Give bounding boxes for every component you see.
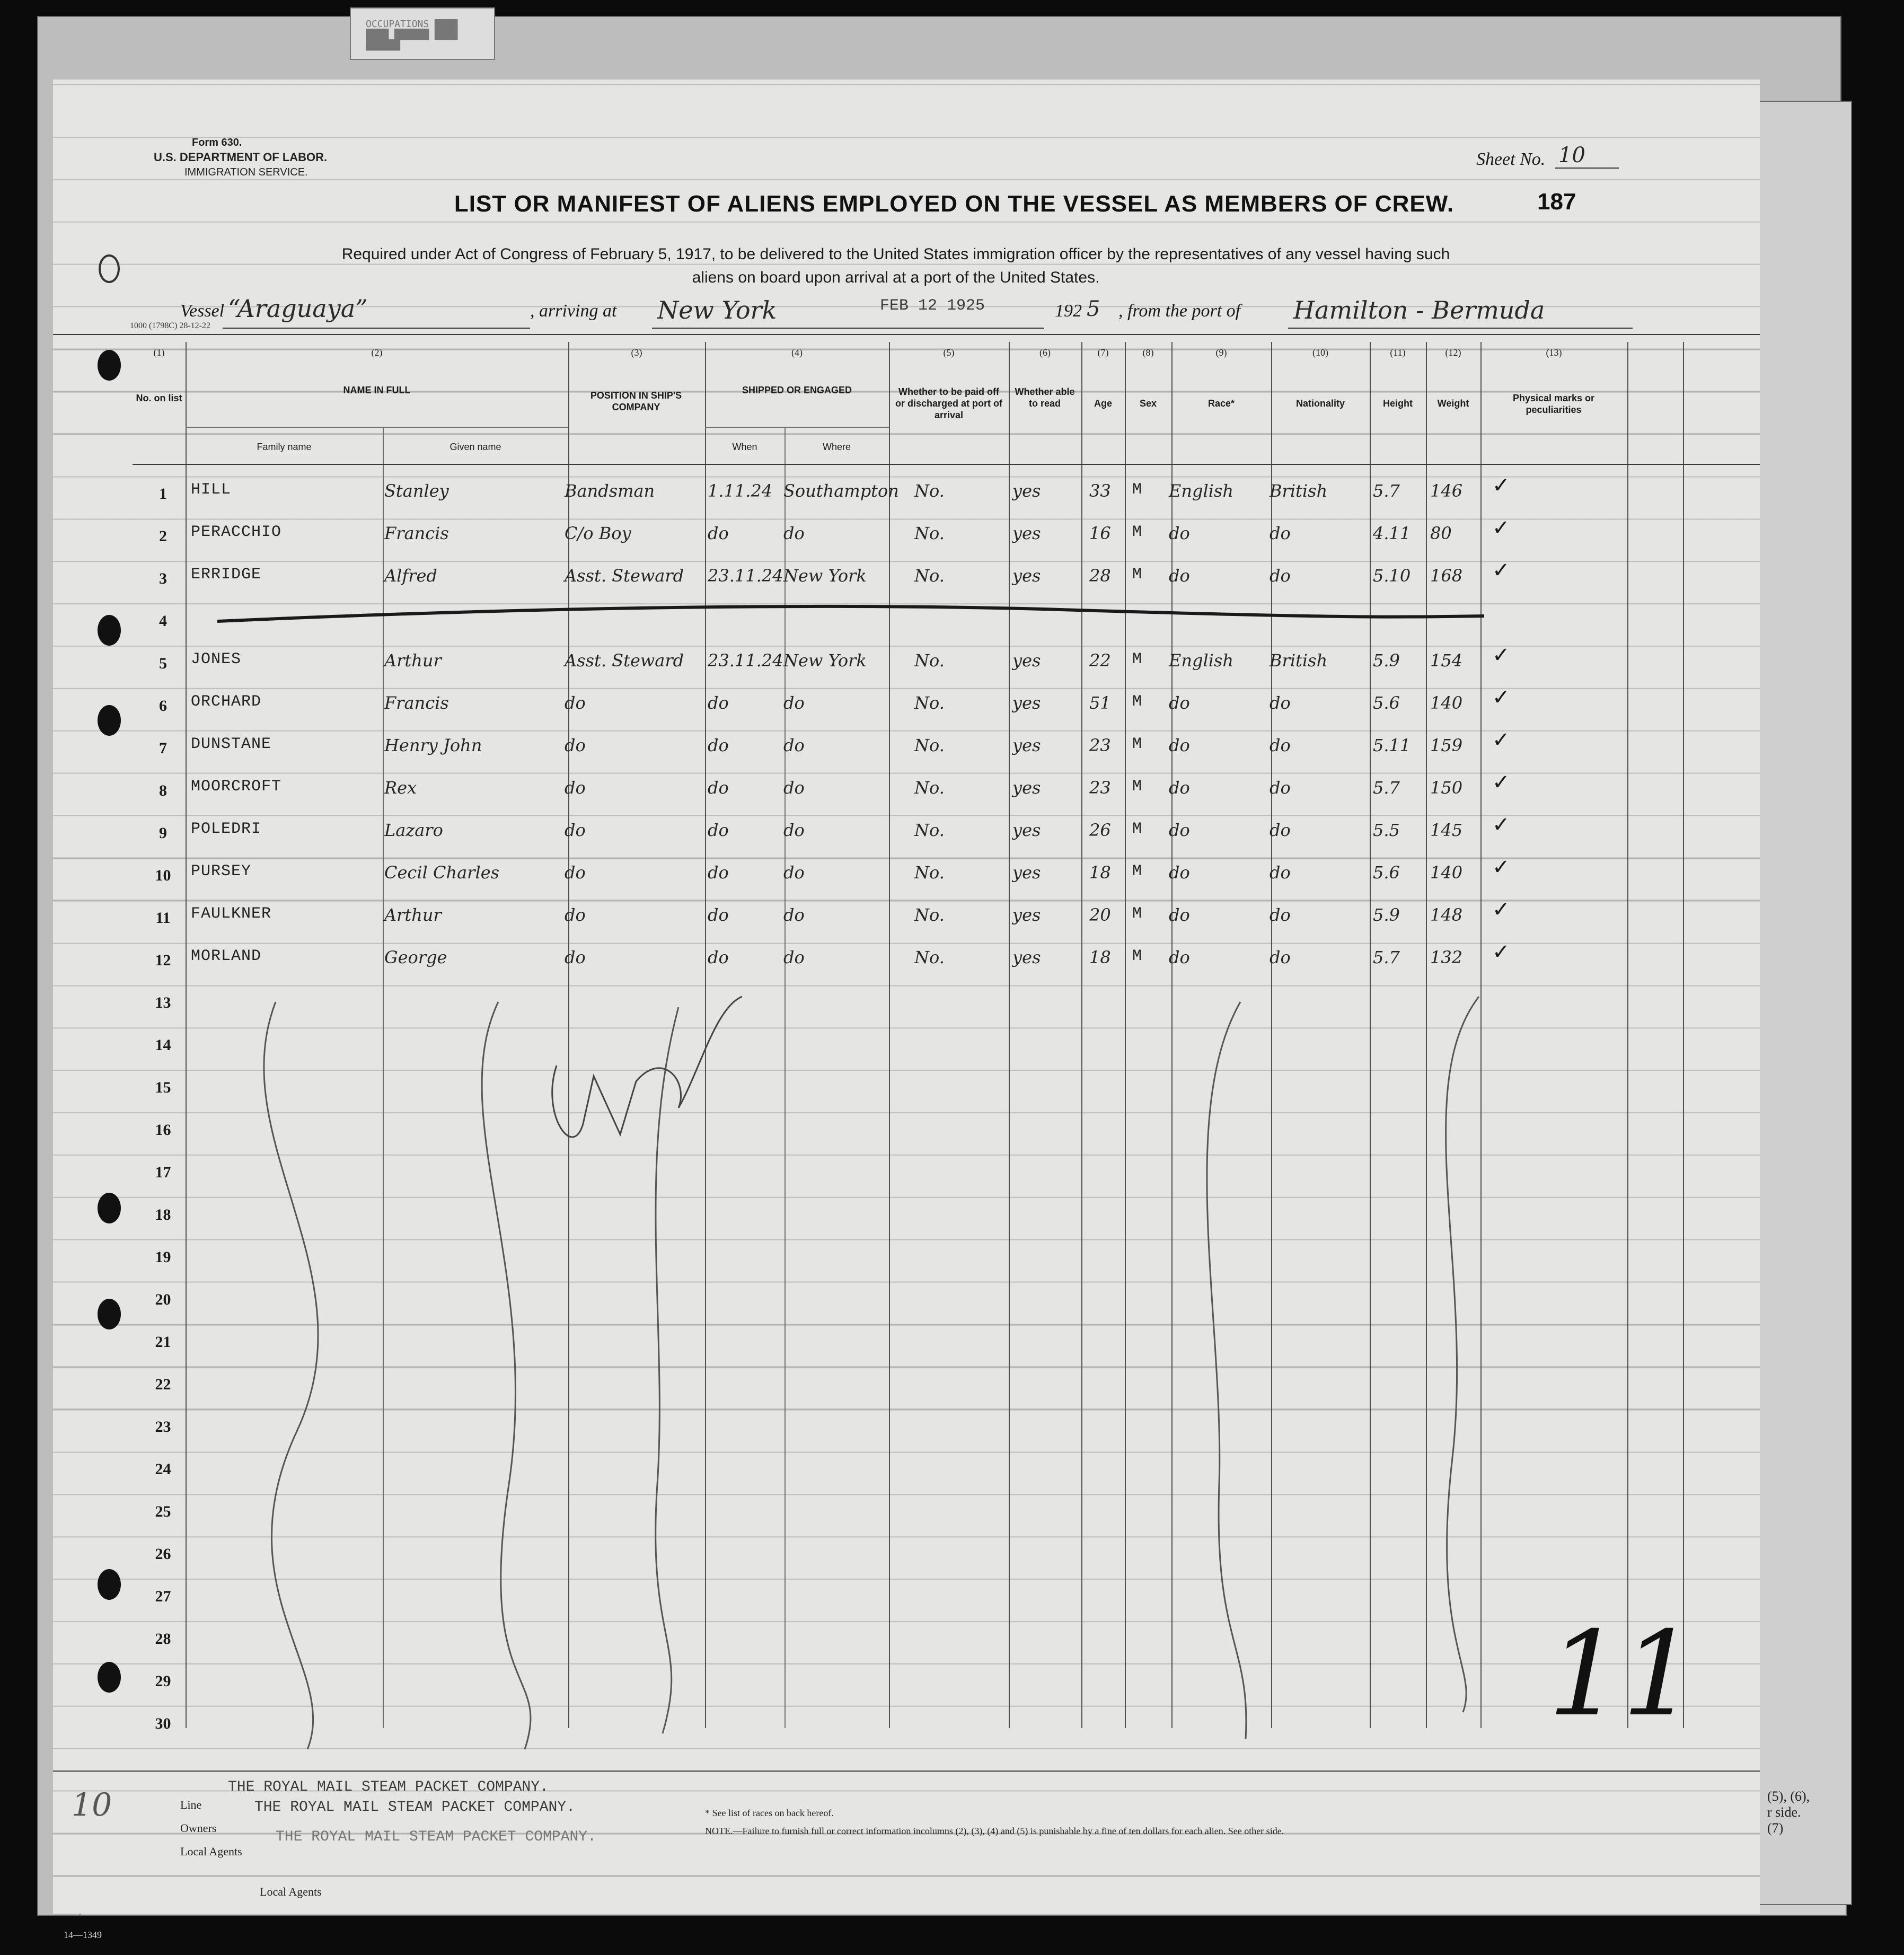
row-number: 9 (159, 824, 167, 842)
age-cell: 23 (1089, 735, 1111, 755)
shipped-where-cell: do (783, 778, 805, 798)
header-height: Height (1383, 398, 1413, 409)
physical-marks-check: ✓ (1492, 516, 1510, 540)
age-cell: 23 (1089, 778, 1111, 798)
penalty-note: NOTE.—Failure to furnish full or correct information incolumns (2), (3), (4) and (5) is punishable by a fine of ten dollars for each alien. See other side. (705, 1826, 1284, 1836)
line-label: Line (180, 1798, 202, 1811)
height-cell: 5.9 (1373, 650, 1400, 671)
given-name-cell: Arthur (384, 905, 442, 925)
row-number: 19 (155, 1248, 171, 1266)
sheet-number: 10 (1558, 143, 1585, 168)
family-name-cell: ORCHARD (191, 693, 262, 711)
ditto-line (482, 1002, 531, 1749)
height-cell: 5.6 (1373, 862, 1400, 883)
nationality-cell: do (1270, 693, 1291, 713)
arriving-port: New York (657, 296, 777, 324)
shipped-where-cell: do (783, 947, 805, 967)
nationality-cell: do (1270, 778, 1291, 798)
paid-off-cell: No. (914, 862, 945, 883)
paid-off-cell: No. (914, 820, 945, 840)
shipped-when-cell: do (708, 820, 729, 840)
company-stamp: THE ROYAL MAIL STEAM PACKET COMPANY. (228, 1779, 549, 1795)
col-num: (6) (1039, 347, 1051, 358)
header-name-in-full: NAME IN FULL (343, 385, 411, 395)
from-label: , from the port of (1118, 301, 1241, 321)
race-cell: do (1169, 820, 1190, 840)
sex-cell: M (1132, 820, 1143, 838)
family-name-cell: ERRIDGE (191, 566, 262, 584)
physical-marks-check: ✓ (1492, 685, 1510, 710)
weight-cell: 168 (1430, 566, 1463, 586)
row-number: 3 (159, 570, 167, 587)
position-cell: do (565, 947, 586, 967)
weight-cell: 150 (1430, 778, 1463, 798)
sex-cell: M (1132, 947, 1143, 965)
sex-cell: M (1132, 566, 1143, 584)
row-number: 22 (155, 1376, 171, 1393)
col-num: (3) (631, 347, 642, 358)
weight-cell: 140 (1430, 862, 1463, 883)
row-number: 8 (159, 782, 167, 799)
physical-marks-check: ✓ (1492, 940, 1510, 964)
height-cell: 5.6 (1373, 693, 1400, 713)
able-to-read-cell: yes (1012, 735, 1041, 755)
weight-cell: 80 (1430, 523, 1452, 543)
paid-off-cell: No. (914, 693, 945, 713)
row-number: 2 (159, 527, 167, 545)
shipped-where-cell: do (783, 523, 805, 543)
height-cell: 4.11 (1373, 523, 1411, 543)
col-num: (11) (1390, 347, 1406, 358)
document-title: LIST OR MANIFEST OF ALIENS EMPLOYED ON THE VESSEL AS MEMBERS OF CREW. (454, 191, 1455, 217)
age-cell: 22 (1089, 650, 1111, 671)
row-number: 14 (155, 1036, 171, 1054)
subtitle-line-1: Required under Act of Congress of February 5, 1917, to be delivered to the United States immigration officer by the representatives of any vessel having such (341, 245, 1450, 263)
header-given-name: Given name (449, 442, 501, 452)
row-number: 5 (159, 655, 167, 672)
shipped-where-cell: New York (783, 566, 867, 586)
physical-marks-check: ✓ (1492, 643, 1510, 667)
vessel-name: “Araguaya” (228, 294, 368, 323)
right-fragment: (7) (1767, 1820, 1784, 1836)
race-cell: do (1169, 693, 1190, 713)
shipped-when-cell: do (708, 905, 729, 925)
given-name-cell: Alfred (384, 566, 437, 586)
physical-marks-check: ✓ (1492, 897, 1510, 922)
given-name-cell: Stanley (384, 481, 449, 501)
sex-cell: M (1132, 693, 1143, 711)
nationality-cell: do (1270, 947, 1291, 967)
weight-cell: 148 (1430, 905, 1463, 925)
sheet-label: Sheet No. (1476, 149, 1546, 169)
shipped-when-cell: do (708, 523, 729, 543)
shipped-when-cell: do (708, 862, 729, 883)
race-cell: do (1169, 947, 1190, 967)
race-cell: do (1169, 905, 1190, 925)
race-cell: do (1169, 778, 1190, 798)
given-name-cell: George (384, 947, 447, 967)
given-name-cell: Rex (384, 778, 417, 798)
paid-off-cell: No. (914, 481, 945, 501)
weight-cell: 154 (1430, 650, 1463, 671)
company-stamp: THE ROYAL MAIL STEAM PACKET COMPANY. (254, 1799, 575, 1816)
nationality-cell: do (1270, 820, 1291, 840)
age-cell: 18 (1089, 862, 1111, 883)
physical-marks-check: ✓ (1492, 770, 1510, 795)
nationality-cell: do (1270, 905, 1291, 925)
header-nationality: Nationality (1295, 398, 1345, 409)
shipped-where-cell: do (783, 693, 805, 713)
family-name-cell: MOORCROFT (191, 778, 282, 796)
company-stamp: THE ROYAL MAIL STEAM PACKET COMPANY. (276, 1829, 596, 1845)
family-name-cell: JONES (191, 650, 242, 668)
row-number: 25 (155, 1503, 171, 1520)
shipped-when-cell: do (708, 735, 729, 755)
row-number: 11 (155, 909, 171, 927)
paid-off-cell: No. (914, 523, 945, 543)
able-to-read-cell: yes (1012, 523, 1041, 543)
row-number: 12 (155, 952, 171, 969)
page-number: 187 (1537, 189, 1576, 215)
header-able-to-read: Whether able to read (1015, 386, 1075, 409)
row-4-strike-line (217, 606, 1484, 621)
race-cell: do (1169, 735, 1190, 755)
header-where: Where (822, 442, 851, 452)
row-number: 6 (159, 697, 167, 715)
shipped-when-cell: 23.11.24 (708, 650, 783, 671)
header-shipped: SHIPPED OR ENGAGED (742, 385, 852, 395)
checker-initials (552, 997, 742, 1137)
age-cell: 20 (1089, 905, 1111, 925)
paid-off-cell: No. (914, 566, 945, 586)
shipped-where-cell: Southampton (783, 481, 899, 501)
able-to-read-cell: yes (1012, 650, 1041, 671)
age-cell: 51 (1089, 693, 1111, 713)
tally-mark: 11 (1548, 1606, 1696, 1742)
weight-cell: 159 (1430, 735, 1463, 755)
sex-cell: M (1132, 905, 1143, 923)
weight-cell: 146 (1430, 481, 1463, 501)
position-cell: Asst. Steward (565, 566, 684, 586)
shipped-when-cell: 1.11.24 (708, 481, 773, 501)
paid-off-cell: No. (914, 947, 945, 967)
row-number: 27 (155, 1588, 171, 1605)
height-cell: 5.7 (1373, 947, 1400, 967)
age-cell: 16 (1089, 523, 1111, 543)
col-num: (13) (1546, 347, 1562, 358)
nationality-cell: do (1270, 862, 1291, 883)
shipped-where-cell: do (783, 862, 805, 883)
height-cell: 5.5 (1373, 820, 1400, 840)
col-num: (10) (1312, 347, 1328, 358)
paid-off-cell: No. (914, 905, 945, 925)
nationality-cell: British (1270, 650, 1328, 671)
row-number: 4 (159, 612, 167, 630)
row-number: 7 (159, 739, 167, 757)
tab-text: OCCUPATIONS ████ ████ ██████ ████ ██████ (366, 19, 458, 51)
position-cell: C/o Boy (565, 523, 631, 543)
age-cell: 33 (1089, 481, 1111, 501)
local-agents-label: Local Agents (260, 1885, 322, 1898)
col-num: (2) (371, 347, 383, 358)
nationality-cell: do (1270, 523, 1291, 543)
position-cell: do (565, 905, 586, 925)
weight-cell: 132 (1430, 947, 1463, 967)
form-number: Form 630. (192, 137, 242, 148)
given-name-cell: Henry John (384, 735, 482, 755)
physical-marks-check: ✓ (1492, 855, 1510, 879)
row-number: 28 (155, 1630, 171, 1648)
sex-cell: M (1132, 650, 1143, 668)
height-cell: 5.10 (1373, 566, 1411, 586)
shipped-where-cell: do (783, 820, 805, 840)
row-number: 13 (155, 994, 171, 1011)
header-sex: Sex (1139, 398, 1157, 409)
sex-cell: M (1132, 523, 1143, 541)
family-name-cell: HILL (191, 481, 232, 499)
right-fragment: r side. (1767, 1804, 1801, 1820)
bottom-code: 14—1349 (64, 1930, 102, 1940)
row-number: 21 (155, 1333, 171, 1351)
nationality-cell: British (1270, 481, 1328, 501)
col-num: (8) (1142, 347, 1154, 358)
right-fragment: (5), (6), (1767, 1789, 1810, 1804)
height-cell: 5.7 (1373, 778, 1400, 798)
able-to-read-cell: yes (1012, 820, 1041, 840)
header-paid-off: Whether to be paid off or discharged at port of arrival (895, 386, 1003, 420)
row-number: 10 (155, 867, 171, 884)
ditto-line (656, 1007, 678, 1733)
ditto-line (264, 1002, 318, 1749)
col-num: (4) (791, 347, 803, 358)
row-number: 24 (155, 1460, 171, 1478)
row-number: 30 (155, 1715, 171, 1732)
able-to-read-cell: yes (1012, 778, 1041, 798)
given-name-cell: Lazaro (384, 820, 443, 840)
able-to-read-cell: yes (1012, 566, 1041, 586)
ditto-line (1446, 997, 1479, 1712)
row-number: 15 (155, 1079, 171, 1096)
weight-cell: 145 (1430, 820, 1463, 840)
family-name-cell: MORLAND (191, 947, 262, 965)
local-agents-label: Local Agents (180, 1845, 242, 1858)
given-name-cell: Cecil Charles (384, 862, 500, 883)
nationality-cell: do (1270, 566, 1291, 586)
sex-cell: M (1132, 481, 1143, 499)
vessel-label: Vessel (180, 301, 225, 321)
position-cell: do (565, 862, 586, 883)
row-number: 20 (155, 1291, 171, 1308)
family-name-cell: POLEDRI (191, 820, 262, 838)
given-name-cell: Arthur (384, 650, 442, 671)
height-cell: 5.11 (1373, 735, 1411, 755)
age-cell: 18 (1089, 947, 1111, 967)
race-cell: do (1169, 566, 1190, 586)
position-cell: do (565, 778, 586, 798)
ditto-line (1207, 1002, 1246, 1739)
age-cell: 28 (1089, 566, 1111, 586)
header-race: Race* (1207, 398, 1235, 409)
service: IMMIGRATION SERVICE. (184, 166, 308, 178)
family-name-cell: PERACCHIO (191, 523, 282, 541)
shipped-when-cell: do (708, 947, 729, 967)
sex-cell: M (1132, 862, 1143, 880)
year-prefix: 192 (1055, 301, 1082, 321)
paid-off-cell: No. (914, 778, 945, 798)
able-to-read-cell: yes (1012, 693, 1041, 713)
date-stamp: FEB 12 1925 (880, 297, 985, 315)
able-to-read-cell: yes (1012, 481, 1041, 501)
row-number: 26 (155, 1545, 171, 1563)
position-cell: do (565, 735, 586, 755)
row-number: 29 (155, 1672, 171, 1690)
weight-cell: 140 (1430, 693, 1463, 713)
position-cell: Asst. Steward (565, 650, 684, 671)
row-number: 23 (155, 1418, 171, 1436)
shipped-when-cell: do (708, 778, 729, 798)
shipped-when-cell: 23.11.24 (708, 566, 783, 586)
department: U.S. DEPARTMENT OF LABOR. (154, 151, 328, 164)
family-name-cell: PURSEY (191, 862, 252, 880)
physical-marks-check: ✓ (1492, 813, 1510, 837)
nationality-cell: do (1270, 735, 1291, 755)
race-cell: English (1169, 481, 1233, 501)
subtitle-line-2: aliens on board upon arrival at a port of the United States. (692, 269, 1100, 286)
col-num: (5) (943, 347, 955, 358)
races-note: * See list of races on back hereof. (705, 1808, 834, 1818)
able-to-read-cell: yes (1012, 862, 1041, 883)
shipped-where-cell: do (783, 905, 805, 925)
paid-off-cell: No. (914, 735, 945, 755)
given-name-cell: Francis (384, 523, 449, 543)
owners-label: Owners (180, 1821, 217, 1835)
arriving-label: , arriving at (530, 301, 617, 321)
height-cell: 5.7 (1373, 481, 1400, 501)
shipped-when-cell: do (708, 693, 729, 713)
race-cell: do (1169, 523, 1190, 543)
header-when: When (732, 442, 757, 452)
family-name-cell: FAULKNER (191, 905, 272, 923)
position-cell: Bandsman (565, 481, 655, 501)
able-to-read-cell: yes (1012, 905, 1041, 925)
row-number: 18 (155, 1206, 171, 1223)
header-family-name: Family name (257, 442, 312, 452)
row-number: 17 (155, 1164, 171, 1181)
col-num: (12) (1445, 347, 1461, 358)
paid-off-cell: No. (914, 650, 945, 671)
header-age: Age (1094, 398, 1112, 409)
given-name-cell: Francis (384, 693, 449, 713)
sex-cell: M (1132, 778, 1143, 796)
physical-marks-check: ✓ (1492, 558, 1510, 583)
shipped-where-cell: do (783, 735, 805, 755)
header-position: POSITION IN SHIP'S COMPANY (590, 390, 682, 412)
year-suffix: 5 (1087, 297, 1100, 321)
header-physical-marks: Physical marks or peculiarities (1512, 393, 1595, 415)
sex-cell: M (1132, 735, 1143, 753)
header-weight: Weight (1437, 398, 1469, 409)
able-to-read-cell: yes (1012, 947, 1041, 967)
height-cell: 5.9 (1373, 905, 1400, 925)
shipped-where-cell: New York (783, 650, 867, 671)
race-cell: do (1169, 862, 1190, 883)
header-no-on-list: No. on list (136, 393, 182, 403)
col-num: (9) (1215, 347, 1227, 358)
print-code: 1000 (1798C) 28-12-22 (130, 321, 210, 330)
margin-mark: 10 (72, 1786, 112, 1824)
row-number: 16 (155, 1121, 171, 1139)
physical-marks-check: ✓ (1492, 473, 1510, 498)
position-cell: do (565, 820, 586, 840)
physical-marks-check: ✓ (1492, 728, 1510, 752)
family-name-cell: DUNSTANE (191, 735, 272, 753)
position-cell: do (565, 693, 586, 713)
age-cell: 26 (1089, 820, 1111, 840)
race-cell: English (1169, 650, 1233, 671)
col-num: (1) (153, 347, 165, 358)
from-port: Hamilton - Bermuda (1293, 296, 1545, 324)
col-num: (7) (1097, 347, 1109, 358)
row-number: 1 (159, 485, 167, 503)
